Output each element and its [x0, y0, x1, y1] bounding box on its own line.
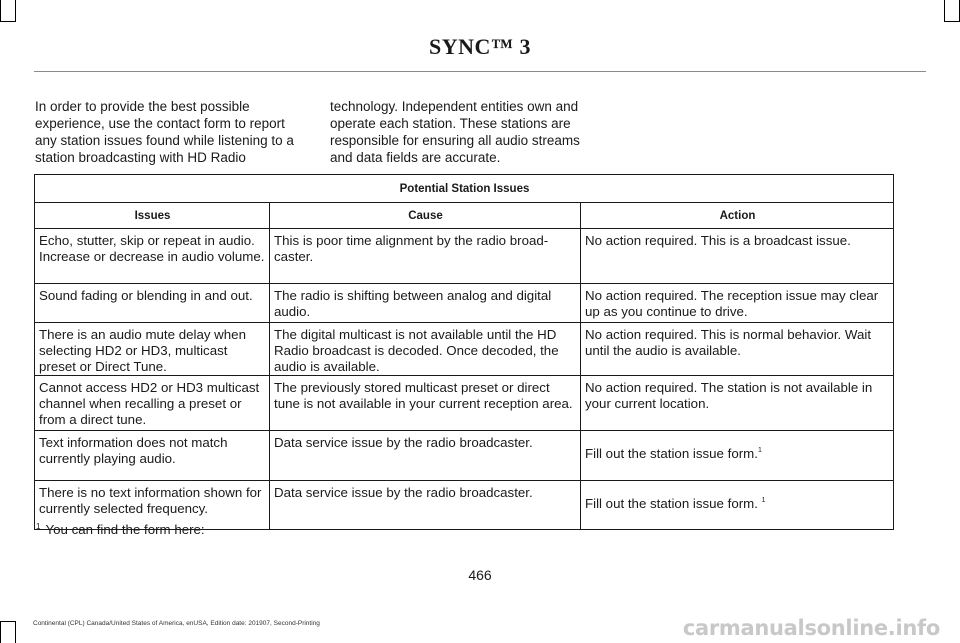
issue-cell: There is no text information shown for currently selected frequency.	[35, 481, 270, 530]
footnote-reference: 1	[757, 447, 762, 454]
issue-cell: Sound fading or blending in and out.	[35, 284, 270, 323]
cause-cell: The radio is shifting between analog and digital audio.	[270, 284, 581, 323]
crop-mark	[15, 621, 16, 643]
column-header-action: Action	[581, 203, 894, 229]
crop-mark	[944, 21, 960, 22]
station-issues-table	[34, 174, 894, 530]
cause-cell: The digital multicast is not available until the HD Radio broadcast is decoded. Once decoded, the audio is available.	[270, 323, 581, 376]
crop-mark	[0, 621, 16, 622]
table-row	[35, 284, 894, 323]
cause-cell: Data service issue by the radio broadcaster.	[270, 481, 581, 530]
cause-cell: The previously stored multicast preset or direct tune is not available in your current reception area.	[270, 376, 581, 431]
table-row	[35, 431, 894, 481]
action-cell	[581, 481, 894, 530]
crop-mark	[0, 621, 1, 643]
crop-mark	[0, 21, 16, 22]
footnote	[36, 522, 205, 537]
page-number: 466	[468, 567, 492, 583]
footnote-reference: 1	[761, 497, 766, 504]
action-text: Fill out the station issue form.	[585, 496, 762, 511]
watermark-logo: carmanualsonline.info	[682, 616, 940, 640]
table-row	[35, 376, 894, 431]
action-text: Fill out the station issue form.	[585, 446, 758, 461]
crop-mark	[15, 0, 16, 22]
crop-mark	[944, 0, 945, 22]
action-cell: No action required. This is a broadcast issue.	[581, 229, 894, 284]
column-header-cause: Cause	[270, 203, 581, 229]
cause-cell: This is poor time alignment by the radio broad-caster.	[270, 229, 581, 284]
action-cell: No action required. The reception issue may clear up as you continue to drive.	[581, 284, 894, 323]
table-caption: Potential Station Issues	[35, 175, 894, 203]
intro-paragraph-right: technology. Independent entities own and operate each station. These stations are responsible for ensuring all audio streams and data fields are accurate.	[330, 99, 580, 165]
footnote-marker: 1	[36, 522, 41, 531]
action-cell	[581, 431, 894, 481]
header-divider	[34, 71, 926, 72]
action-cell: No action required. This is normal behavior. Wait until the audio is available.	[581, 323, 894, 376]
action-cell: No action required. The station is not available in your current location.	[581, 376, 894, 431]
issue-cell: Echo, stutter, skip or repeat in audio. Increase or decrease in audio volume.	[35, 229, 270, 284]
table-row	[35, 229, 894, 284]
issue-cell: There is an audio mute delay when selecting HD2 or HD3, multicast preset or Direct Tune.	[35, 323, 270, 376]
table-row	[35, 323, 894, 376]
cause-cell: Data service issue by the radio broadcaster.	[270, 431, 581, 481]
intro-paragraph-left: In order to provide the best possible experience, use the contact form to report any station issues found while listening to a station broadcasting with HD Radio	[35, 99, 294, 165]
edition-footer: Continental (CPL) Canada/United States of America, enUSA, Edition date: 201907, Second-Printing	[33, 620, 320, 627]
column-header-issues: Issues	[35, 203, 270, 229]
issue-cell: Text information does not match currently playing audio.	[35, 431, 270, 481]
page-title: SYNC™ 3	[429, 34, 531, 59]
issue-cell: Cannot access HD2 or HD3 multicast channel when recalling a preset or from a direct tune.	[35, 376, 270, 431]
footnote-text: You can find the form here:	[45, 522, 205, 537]
crop-mark	[0, 0, 1, 22]
